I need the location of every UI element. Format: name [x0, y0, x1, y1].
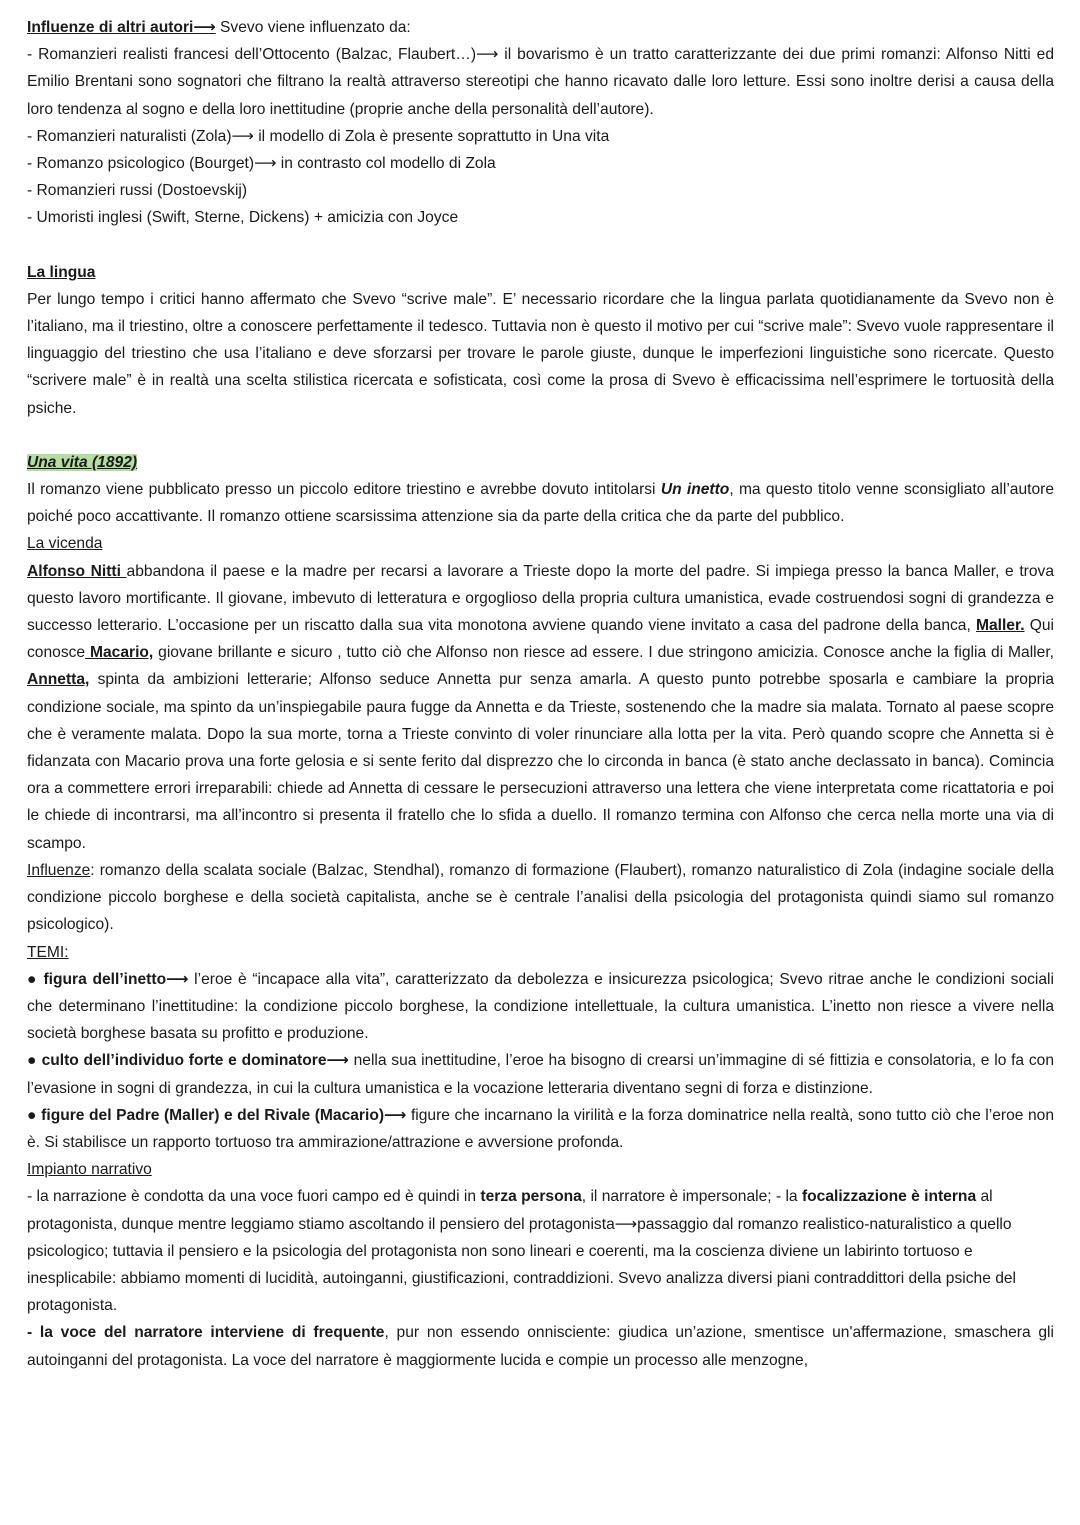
vicenda-paragraph: Alfonso Nitti abbandona il paese e la madre per recarsi a lavorare a Trieste dopo la morte del padre. Si impiega presso la banca Maller, e trova questo lavoro mortificante. Il giovane, imbevuto di letteratura e orgoglioso della propria cultura umanistica, evade costruendosi sogni di grandezza e successo letterario. L’occasione per un riscatto dalla sua vita monotona avviene quando viene invitato a casa del padrone della banca, Maller. Qui conosce Macario, giovane brillante e sicuro , tutto ciò che Alfonso non riesce ad essere. I due stringono amicizia. Conosce anche la figlia di Maller, Annetta, spinta da ambizioni letterarie; Alfonso seduce Annetta pur senza amarla. A questo punto potrebbe sposarla e cambiare la propria condizione sociale, ma spinto da un’inspiegabile paura fugge da Annetta e da Trieste, sostenendo che la madre sia malata. Tornato al paese scopre che è veramente malata. Dopo la sua morte, torna a Trieste convinto di voler rinunciare alla lotta per la vita. Però quando scopre che Annetta si è fidanzata con Macario prova una forte gelosia e si sente ferito dal disprezzo che lo circonda in banca (è stato anche declassato in banca). Comincia ora a commettere errori irreparabili: chiede ad Annetta di cessare le persecuzioni attraverso una lettera che viene interpretata come ricattatoria e poi le chiede di incontrarsi, ma all’incontro si presenta il fratello che lo sfida a duello. Il romanzo termina con Alfonso che cerca nella morte una via di scampo.	[27, 562, 1054, 852]
influenze-item: - Romanzo psicologico (Bourget)⟶ in contrasto col modello di Zola	[27, 155, 496, 173]
influenze-item: - Romanzieri russi (Dostoevskij)	[27, 182, 248, 200]
influenze-item: - Romanzieri realisti francesi dell’Ottocento (Balzac, Flaubert…)⟶ il bovarismo è un tratto caratterizzante dei due primi romanzi: Alfonso Nitti ed Emilio Brentani sono sognatori che filtrano la realtà attraverso stereotipi che hanno ricavato dalle loro letture. Essi sono inoltre derisi a causa della loro tendenza al sogno e della loro inettitudine (proprie anche della personalità dell’autore).	[27, 46, 1054, 118]
impianto-heading: Impianto narrativo	[27, 1161, 152, 1179]
influenze-item: - Romanzieri naturalisti (Zola)⟶ il modello di Zola è presente soprattutto in Una vita	[27, 127, 610, 145]
lingua-heading: La lingua	[27, 263, 96, 281]
name-alfonso: Alfonso Nitti	[27, 562, 127, 580]
name-maller: Maller.	[975, 617, 1025, 635]
name-macario: Macario,	[85, 644, 154, 662]
influenze-intro: Influenze di altri autori⟶ Svevo viene influenzato da:	[27, 19, 411, 36]
tema-item: ● culto dell’individuo forte e dominatore⟶ nella sua inettitudine, l’eroe ha bisogno di crearsi un’immagine di sé fittizia e consolatoria, e lo fa con l’evasione in sogni di grandezza, in cui la cultura umanistica e la vocazione letteraria diventano segni di forza e distinzione.	[27, 1052, 1054, 1097]
tema-item: ● figura dell’inetto⟶ l’eroe è “incapace alla vita”, caratterizzato da debolezza e insicurezza psicologica; Svevo ritrae anche le condizioni sociali che determinano l’inettitudine: la condizione piccolo borghese, la condizione intellettuale, la cultura umanistica. L’inetto non riesce a vivere nella società borghese basata su profitto e produzione.	[27, 970, 1054, 1043]
lingua-paragraph: Per lungo tempo i critici hanno affermato che Svevo “scrive male”. E’ necessario ricordare che la lingua parlata quotidianamente da Svevo non è l’italiano, ma il triestino, oltre a conoscere perfettamente il tedesco. Tuttavia non è questo il motivo per cui “scrive male”: Svevo vuole rappresentare il linguaggio del triestino che usa l’italiano e deve sforzarsi per trovare le parole giuste, dunque le imperfezioni linguistiche sono ricercate. Questo “scrivere male” è in realtà una scelta stilistica ricercata e sofisticata, così come la prosa di Svevo è efficacissima nell’esprimere le tortuosità della psiche.	[27, 290, 1054, 417]
tema-item: ● figure del Padre (Maller) e del Rivale (Macario)⟶ figure che incarnano la virilità e la forza dominatrice nella realtà, sono tutto ciò che l’eroe non è. Si stabilisce un rapporto tortuoso tra ammirazione/attrazione e avversione profonda.	[27, 1106, 1054, 1151]
una-vita-intro: Il romanzo viene pubblicato presso un piccolo editore triestino e avrebbe dovuto intitolarsi Un inetto, ma questo titolo venne sconsigliato all’autore poiché poco accattivante. Il romanzo ottiene scarsissima attenzione sia da parte della critica che da parte del pubblico.	[27, 481, 1054, 526]
una-vita-heading: Una vita (1892)	[27, 453, 138, 471]
spacer	[27, 422, 1054, 449]
impianto-paragraph: - la voce del narratore interviene di frequente, pur non essendo onnisciente: giudica un’azione, smentisce un'affermazione, smaschera gli autoinganni del protagonista. La voce del narratore è maggiormente lucida e compie un processo alle menzogne,	[27, 1324, 1054, 1369]
vicenda-heading: La vicenda	[27, 535, 103, 553]
influenze-label: Influenze	[27, 861, 91, 879]
influenze-heading: Influenze di altri autori⟶	[27, 19, 216, 36]
temi-heading: TEMI:	[27, 943, 69, 961]
alt-title: Un inetto	[660, 481, 730, 499]
spacer	[27, 232, 1054, 259]
name-annetta: Annetta,	[27, 671, 90, 689]
impianto-paragraph: - la narrazione è condotta da una voce fuori campo ed è quindi in terza persona, il narratore è impersonale; - la focalizzazione è interna al protagonista, dunque mentre leggiamo stiamo ascoltando il pensiero del protagonista⟶passaggio dal romanzo realistico-naturalistico a quello psicologico; tuttavia il pensiero e la psicologia del protagonista non sono lineari e coerenti, ma la coscienza diviene un labirinto tortuoso e inesplicabile: abbiamo momenti di lucidità, autoinganni, giustificazioni, contraddizioni. Svevo analizza diversi piani contraddittori della psiche del protagonista.	[27, 1188, 1017, 1315]
influenze-item: - Umoristi inglesi (Swift, Sterne, Dickens) + amicizia con Joyce	[27, 209, 459, 227]
influenze-paragraph: Influenze: romanzo della scalata sociale (Balzac, Stendhal), romanzo di formazione (Flaubert), romanzo naturalistico di Zola (indagine sociale della condizione piccolo borghese e della società capitalista, anche se è centrale l’analisi della psicologia del protagonista quindi siamo sul romanzo psicologico).	[27, 861, 1054, 934]
